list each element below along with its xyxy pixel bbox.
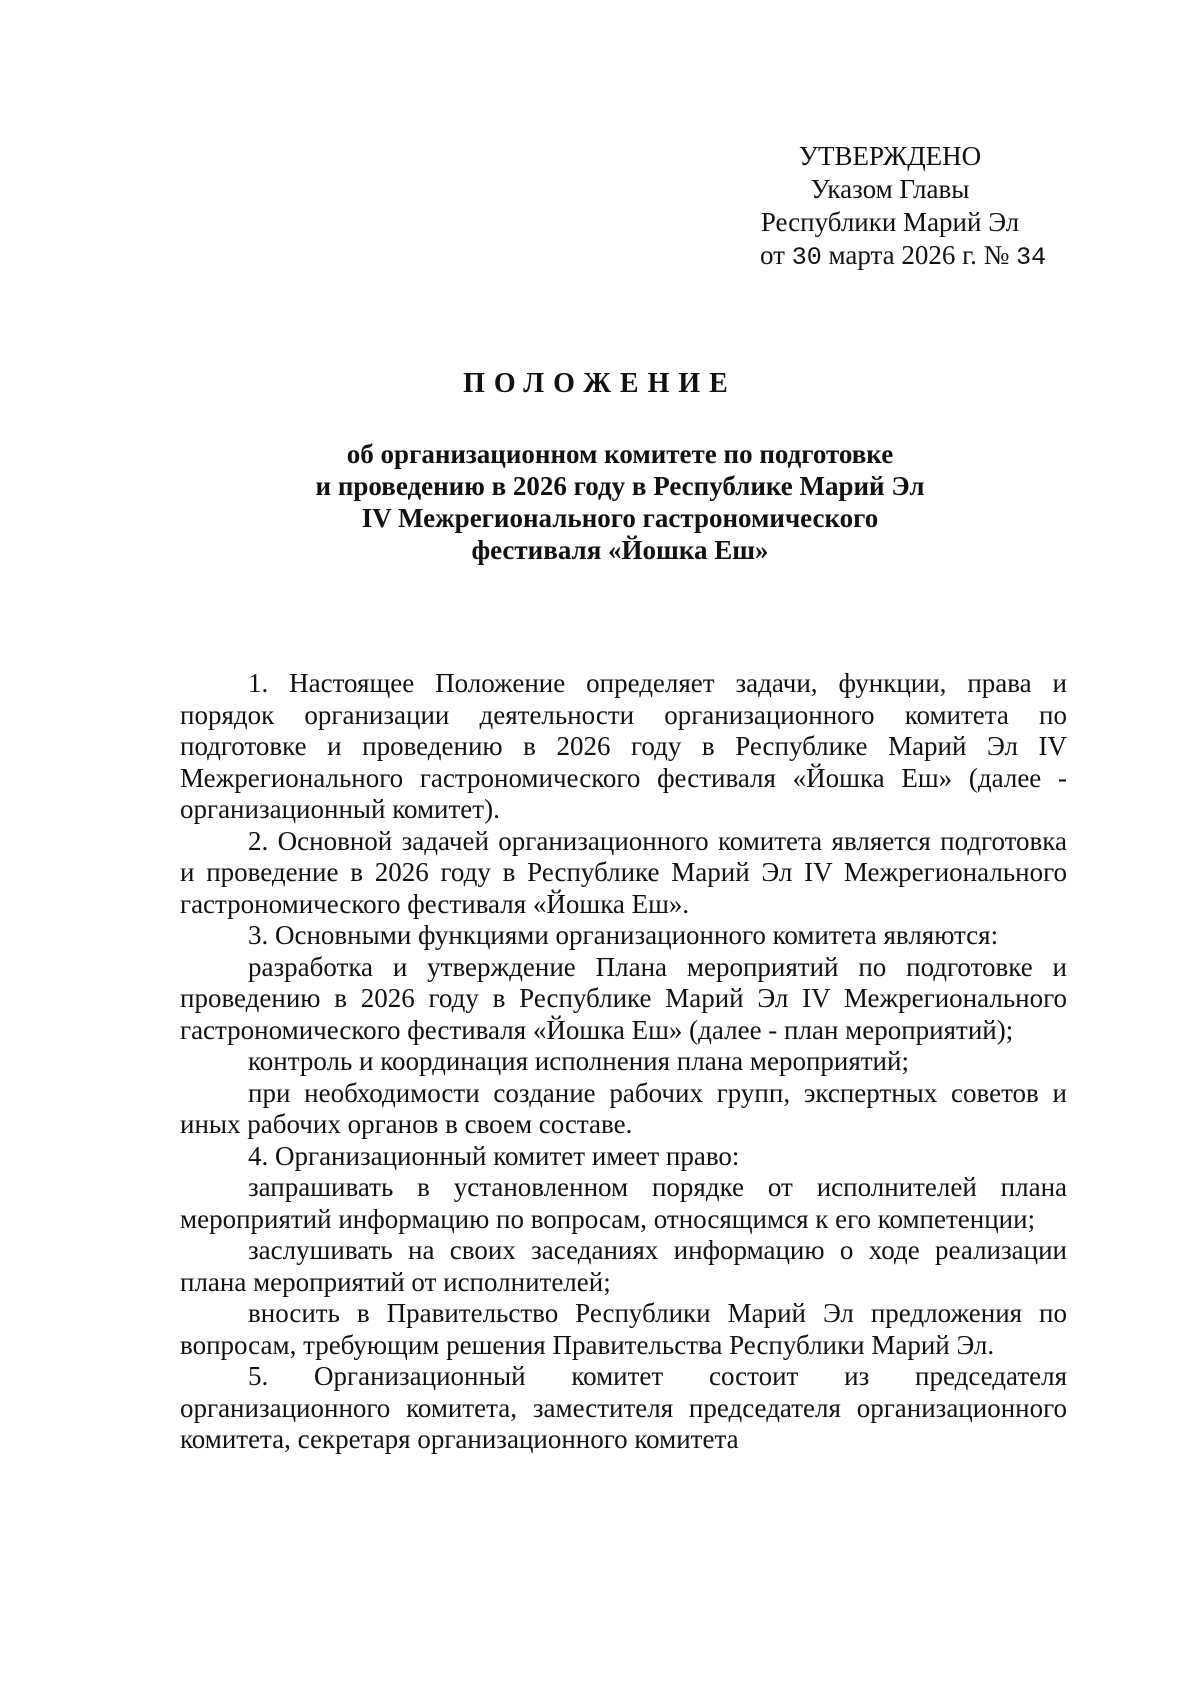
paragraph-4-item-2: заслушивать на своих заседаниях информацию о ходе реализации плана мероприятий от исполнителей; [180,1235,1067,1297]
approval-heading: УТВЕРЖДЕНО [798,141,982,171]
subtitle-line: фестиваля «Йошка Еш» [471,535,769,565]
paragraph-3-item-3: при необходимости создание рабочих групп, экспертных советов и иных рабочих органов в своем составе. [180,1077,1067,1139]
date-middle: марта 2026 г. № [828,240,1010,270]
approval-date-line [760,239,1047,274]
date-day: 30 [791,243,822,272]
approval-republic: Республики Марий Эл [760,207,1020,237]
approval-stamp [760,140,1047,274]
decree-number: 34 [1016,243,1047,272]
paragraph-4: 4. Организационный комитет имеет право: [248,1140,740,1171]
paragraph-5: 5. Организационный комитет состоит из председателя организационного комитета, заместителя председателя организационного комитета, секретаря организационного комитета [180,1361,1067,1454]
approval-decree: Указом Главы [810,174,970,204]
subtitle-line: об организационном комитете по подготовке [346,439,894,469]
document-body [180,668,1067,1456]
paragraph-2: 2. Основной задачей организационного комитета является подготовка и проведение в 2026 году в Республике Марий Эл IV Межрегионального гастрономического фестиваля «Йошка Еш». [180,825,1067,919]
paragraph-4-item-1: запрашивать в установленном порядке от исполнителей плана мероприятий информацию по вопросам, относящимся к его компетенции; [180,1172,1067,1234]
paragraph-1: 1. Настоящее Положение определяет задачи, функции, права и порядок организации деятельности организационного комитета по подготовке и проведению в 2026 году в Республике Марий Эл IV Межрегионального гастрономического фестиваля «Йошка Еш» (далее - организационный комитет). [180,668,1067,824]
document-title: ПОЛОЖЕНИЕ [463,368,737,399]
paragraph-3: 3. Основными функциями организационного комитета являются: [248,920,999,950]
date-prefix: от [760,240,785,270]
paragraph-3-item-1: разработка и утверждение Плана мероприятий по подготовке и проведению в 2026 году в Республике Марий Эл IV Межрегионального гастрономического фестиваля «Йошка Еш» (далее - план мероприятий); [180,951,1067,1045]
document-subtitle [300,438,940,566]
paragraph-3-item-2: контроль и координация исполнения плана мероприятий; [248,1046,909,1076]
subtitle-line: и проведению в 2026 году в Республике Марий Эл [315,471,925,501]
paragraph-4-item-3: вносить в Правительство Республики Марий Эл предложения по вопросам, требующим решения Правительства Республики Марий Эл. [180,1298,1067,1360]
subtitle-line: IV Межрегионального гастрономического [361,503,879,533]
